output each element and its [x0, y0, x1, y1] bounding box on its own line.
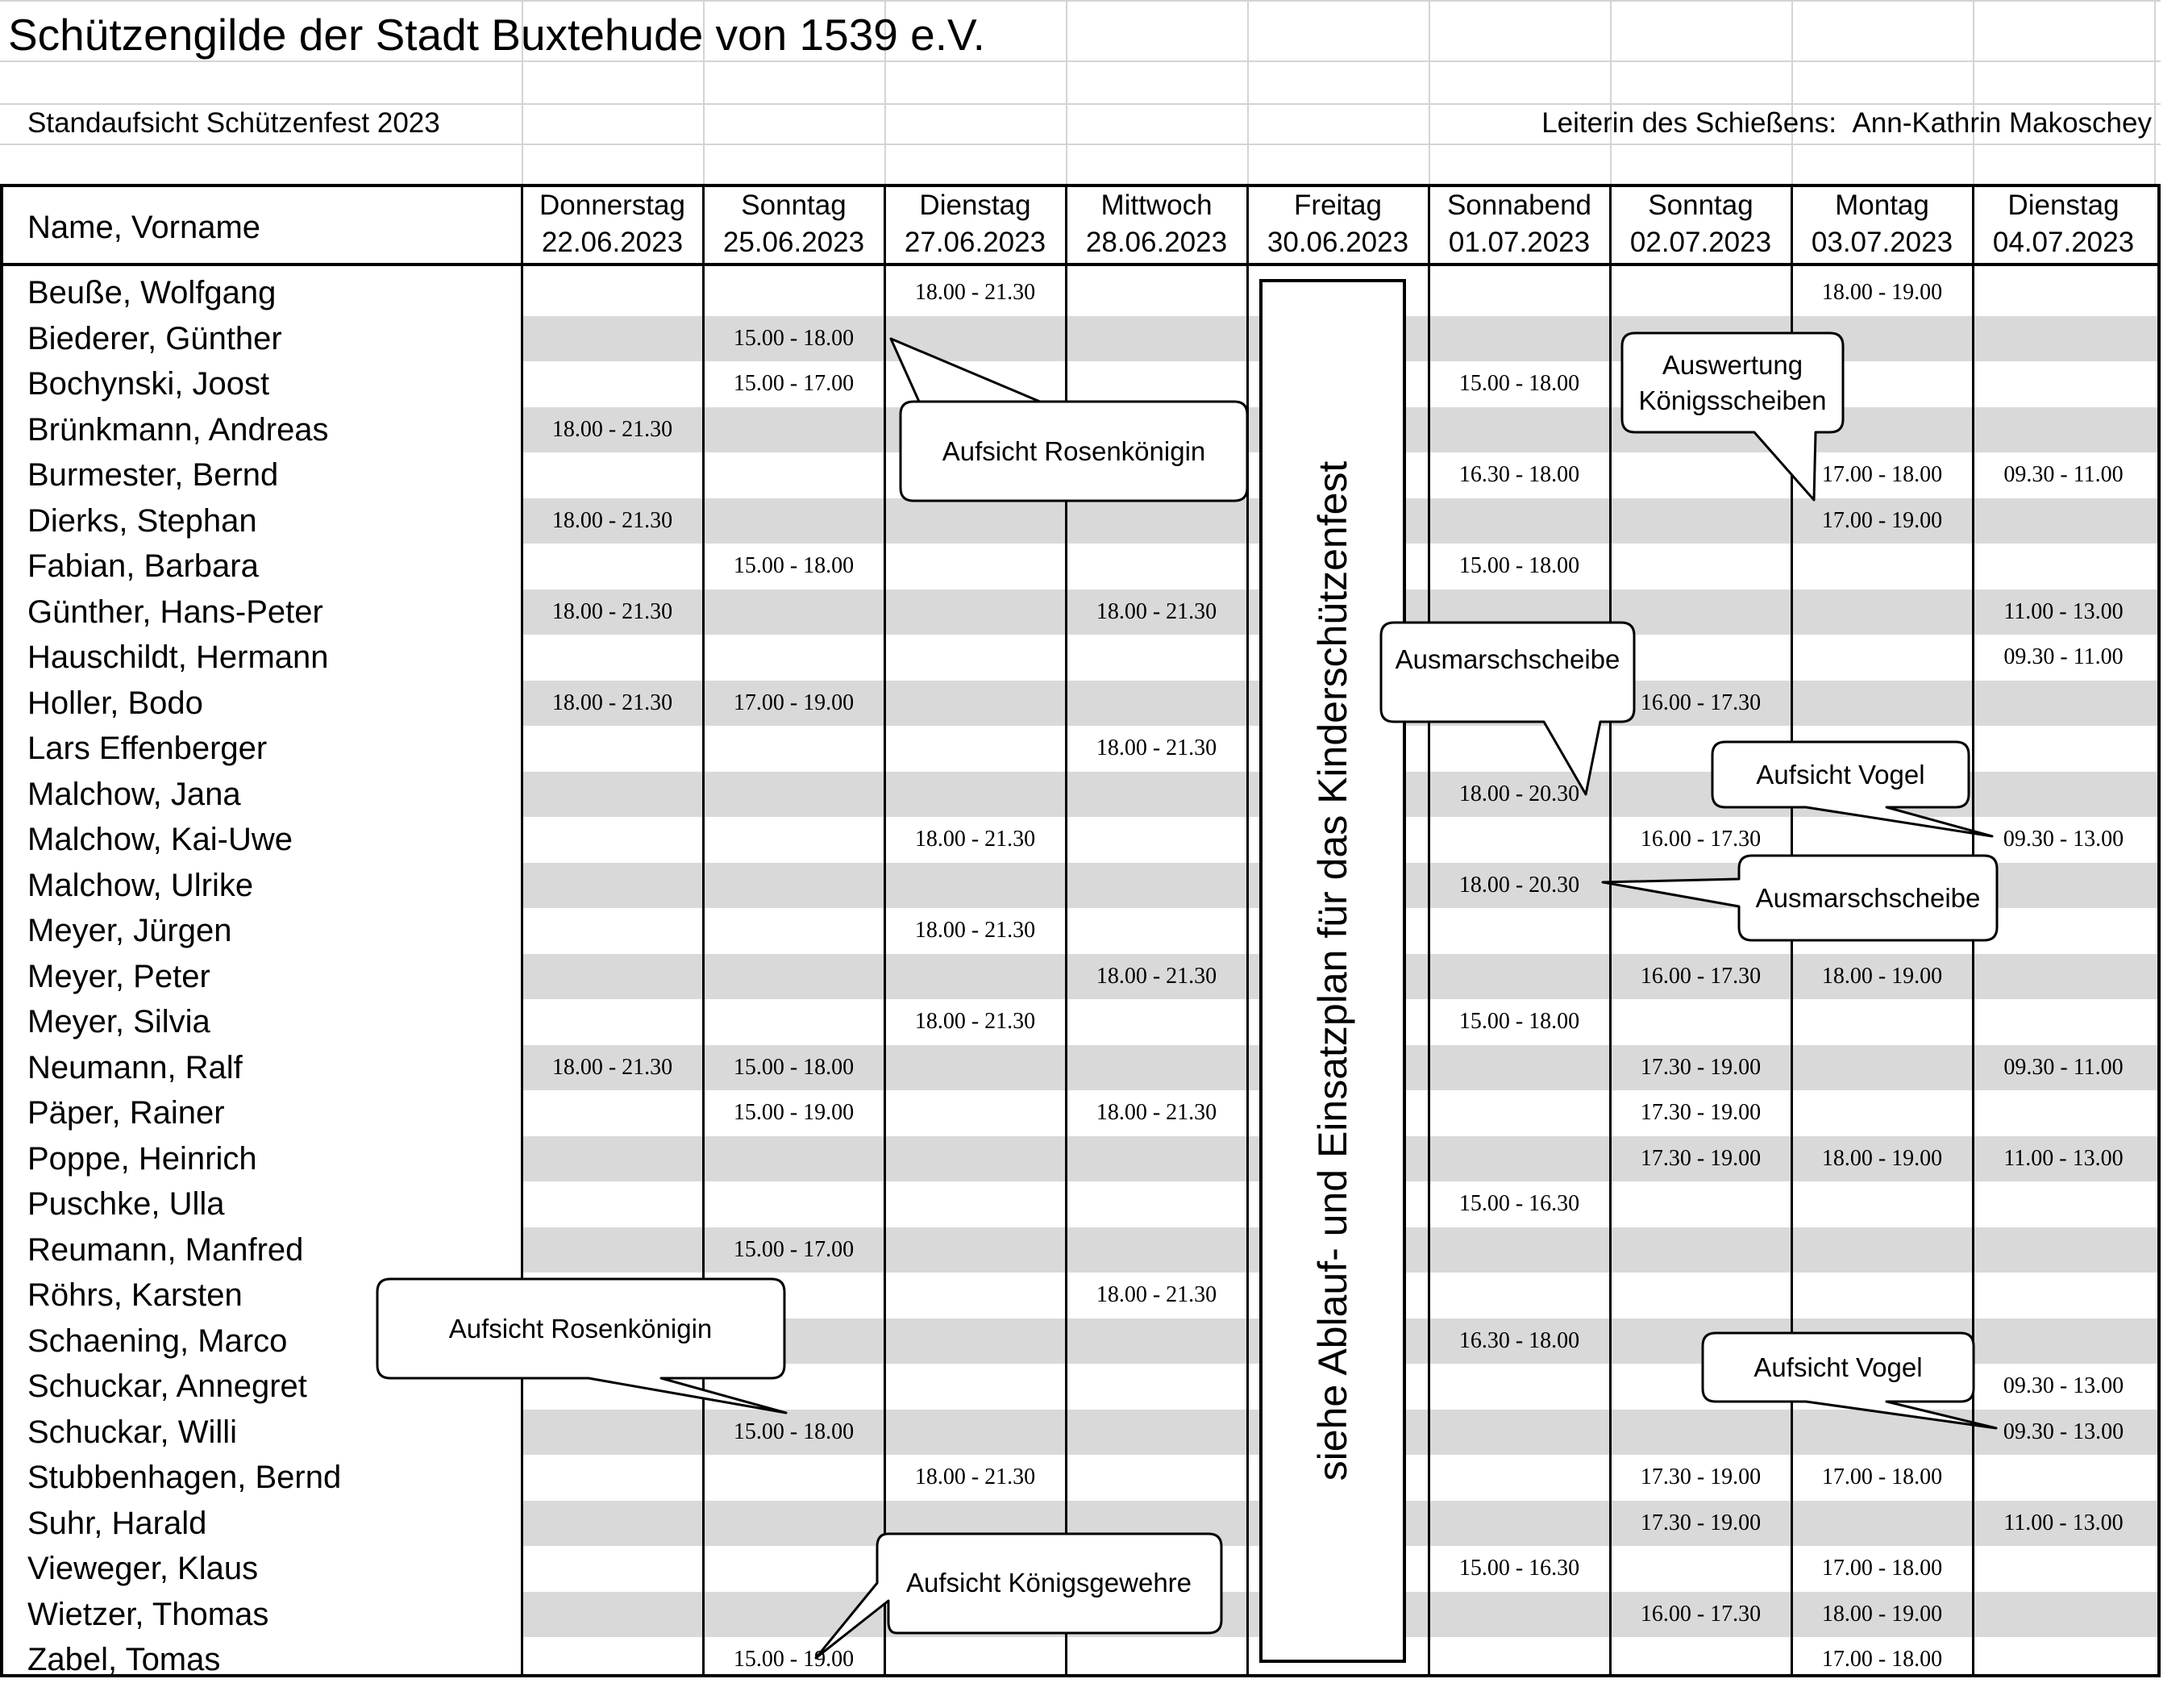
person-name: Schaening, Marco: [27, 1323, 288, 1359]
time-slot: 18.00 - 21.30: [551, 598, 673, 624]
time-slot: 16.30 - 18.00: [1458, 462, 1580, 487]
time-slot: 11.00 - 13.00: [2003, 598, 2124, 624]
time-slot: 16.30 - 18.00: [1458, 1327, 1580, 1353]
callout-line: Auswertung: [1662, 350, 1803, 380]
person-name: Suhr, Harald: [27, 1505, 207, 1541]
time-slot: 18.00 - 19.00: [1821, 1145, 1943, 1171]
person-name: Malchow, Ulrike: [27, 867, 254, 903]
time-slot: 18.00 - 21.30: [551, 507, 673, 533]
time-slot: 15.00 - 19.00: [733, 1647, 855, 1672]
person-name: Röhrs, Karsten: [27, 1277, 243, 1313]
time-slot: 09.30 - 11.00: [2003, 1054, 2124, 1080]
time-slot: 15.00 - 18.00: [733, 1418, 855, 1444]
person-name: Beuße, Wolfgang: [27, 275, 277, 310]
time-slot: 18.00 - 21.30: [1096, 1282, 1217, 1307]
person-name: Holler, Bodo: [27, 685, 203, 721]
day-date: 28.06.2023: [1085, 227, 1228, 258]
day-date: 30.06.2023: [1267, 227, 1409, 258]
person-name: Burmester, Bernd: [27, 457, 279, 493]
callout-text: [872, 434, 1275, 469]
time-slot: 18.00 - 21.30: [1096, 735, 1217, 760]
time-slot: 18.00 - 21.30: [1096, 963, 1217, 989]
time-slot: 18.00 - 19.00: [1821, 1601, 1943, 1627]
time-slot: 18.00 - 20.30: [1458, 781, 1580, 806]
callout-shape-rosenkoenigin-top: [891, 339, 1247, 501]
time-slot: 15.00 - 18.00: [1458, 553, 1580, 578]
day-weekday: Dienstag: [2007, 190, 2120, 221]
time-slot: 18.00 - 21.30: [551, 689, 673, 715]
person-name: Fabian, Barbara: [27, 548, 259, 584]
day-weekday: Sonntag: [741, 190, 847, 221]
callout-line: Aufsicht Vogel: [1753, 1352, 1923, 1382]
day-weekday: Dienstag: [919, 190, 1031, 221]
time-slot: 17.00 - 18.00: [1821, 1464, 1943, 1489]
callout-line: Ausmarschscheibe: [1755, 883, 1981, 913]
callout-text: [1306, 642, 1709, 677]
callout-text: [1531, 348, 1934, 419]
time-slot: 17.00 - 19.00: [1821, 507, 1943, 533]
person-name: Päper, Rainer: [27, 1095, 225, 1131]
person-name: Poppe, Heinrich: [27, 1140, 257, 1177]
time-slot: 17.00 - 18.00: [1821, 1647, 1943, 1672]
time-slot: 18.00 - 21.30: [1096, 1100, 1217, 1125]
callout-line: Königsscheiben: [1638, 385, 1827, 415]
person-name: Vieweger, Klaus: [27, 1551, 259, 1586]
time-slot: 17.30 - 19.00: [1640, 1100, 1762, 1125]
time-slot: 09.30 - 13.00: [2003, 1418, 2124, 1444]
person-name: Zabel, Tomas: [27, 1642, 221, 1677]
time-slot: 15.00 - 17.00: [733, 371, 855, 396]
day-weekday: Sonntag: [1648, 190, 1753, 221]
callout-line: Aufsicht Rosenkönigin: [448, 1314, 713, 1343]
time-slot: 17.30 - 19.00: [1640, 1510, 1762, 1535]
person-name: Reumann, Manfred: [27, 1231, 304, 1268]
person-name: Lars Effenberger: [27, 731, 268, 766]
time-slot: 18.00 - 21.30: [914, 280, 1036, 305]
time-slot: 18.00 - 21.30: [551, 416, 673, 442]
time-slot: 17.30 - 19.00: [1640, 1145, 1762, 1171]
person-name: Malchow, Kai-Uwe: [27, 822, 293, 857]
callout-line: Aufsicht Königsgewehre: [905, 1568, 1192, 1598]
person-name: Meyer, Peter: [27, 958, 210, 994]
callout-text: [1666, 881, 2070, 916]
time-slot: 18.00 - 21.30: [914, 827, 1036, 852]
day-date: 03.07.2023: [1811, 227, 1953, 258]
time-slot: 18.00 - 19.00: [1821, 963, 1943, 989]
person-name: Biederer, Günther: [27, 320, 282, 356]
time-slot: 17.30 - 19.00: [1640, 1464, 1762, 1489]
person-name: Dierks, Stephan: [27, 502, 257, 539]
person-name: Meyer, Jürgen: [27, 913, 232, 948]
day-weekday: Freitag: [1294, 190, 1382, 221]
name-column-header: Name, Vorname: [27, 210, 261, 245]
day-weekday: Mittwoch: [1100, 190, 1213, 221]
callout-text: [379, 1311, 782, 1347]
time-slot: 16.00 - 17.30: [1640, 689, 1762, 715]
time-slot: 15.00 - 18.00: [733, 325, 855, 351]
day-date: 22.06.2023: [541, 227, 684, 258]
day-date: 27.06.2023: [904, 227, 1046, 258]
person-name: Neumann, Ralf: [27, 1049, 243, 1085]
person-name: Brünkmann, Andreas: [27, 411, 329, 448]
time-slot: 15.00 - 17.00: [733, 1236, 855, 1262]
day-date: 02.07.2023: [1629, 227, 1772, 258]
day-weekday: Sonnabend: [1446, 190, 1592, 221]
callout-line: Aufsicht Vogel: [1756, 760, 1925, 789]
leader-label: Leiterin des Schießens:: [1541, 107, 1837, 139]
time-slot: 17.00 - 19.00: [733, 689, 855, 715]
time-slot: 17.00 - 18.00: [1821, 1556, 1943, 1581]
person-name: Wietzer, Thomas: [27, 1596, 269, 1632]
time-slot: 18.00 - 21.30: [551, 1054, 673, 1080]
day-weekday: Montag: [1835, 190, 1929, 221]
person-name: Hauschildt, Hermann: [27, 639, 329, 675]
leader-name: Ann-Kathrin Makoschey: [1852, 107, 2152, 139]
time-slot: 18.00 - 21.30: [1096, 598, 1217, 624]
time-slot: 11.00 - 13.00: [2003, 1145, 2124, 1171]
person-name: Schuckar, Willi: [27, 1414, 238, 1450]
kinderschuetzenfest-note: siehe Ablauf- und Einsatzplan für das Kinderschützenfest: [1310, 460, 1355, 1481]
person-name: Günther, Hans-Peter: [27, 594, 323, 630]
time-slot: 15.00 - 18.00: [1458, 371, 1580, 396]
time-slot: 09.30 - 11.00: [2003, 644, 2124, 669]
day-date: 04.07.2023: [1992, 227, 2135, 258]
callout-line: Aufsicht Rosenkönigin: [942, 436, 1206, 466]
time-slot: 09.30 - 13.00: [2003, 827, 2124, 852]
person-name: Puschke, Ulla: [27, 1186, 225, 1222]
person-name: Stubbenhagen, Bernd: [27, 1460, 342, 1495]
callout-text: [1639, 757, 2042, 793]
page-subtitle: Standaufsicht Schützenfest 2023: [27, 107, 440, 139]
time-slot: 17.00 - 18.00: [1821, 462, 1943, 487]
time-slot: 15.00 - 18.00: [733, 553, 855, 578]
day-date: 25.06.2023: [722, 227, 865, 258]
person-name: Bochynski, Joost: [27, 366, 270, 402]
time-slot: 18.00 - 19.00: [1821, 280, 1943, 305]
time-slot: 09.30 - 11.00: [2003, 462, 2124, 487]
time-slot: 16.00 - 17.30: [1640, 827, 1762, 852]
time-slot: 16.00 - 17.30: [1640, 1601, 1762, 1627]
callout-text: [847, 1565, 1250, 1601]
person-name: Schuckar, Annegret: [27, 1368, 307, 1404]
time-slot: 16.00 - 17.30: [1640, 963, 1762, 989]
callout-text: [1637, 1350, 2040, 1385]
time-slot: 18.00 - 21.30: [914, 918, 1036, 943]
person-name: Meyer, Silvia: [27, 1004, 210, 1039]
time-slot: 15.00 - 18.00: [1458, 1009, 1580, 1034]
time-slot: 15.00 - 16.30: [1458, 1556, 1580, 1581]
time-slot: 15.00 - 18.00: [733, 1054, 855, 1080]
time-slot: 18.00 - 21.30: [914, 1009, 1036, 1034]
day-date: 01.07.2023: [1448, 227, 1591, 258]
time-slot: 18.00 - 20.30: [1458, 872, 1580, 898]
callout-line: Ausmarschscheibe: [1395, 644, 1620, 674]
time-slot: 09.30 - 13.00: [2003, 1373, 2124, 1398]
time-slot: 15.00 - 16.30: [1458, 1191, 1580, 1216]
time-slot: 17.30 - 19.00: [1640, 1054, 1762, 1080]
page-title: Schützengilde der Stadt Buxtehude von 1539 e.V.: [8, 10, 985, 60]
time-slot: 11.00 - 13.00: [2003, 1510, 2124, 1535]
person-name: Malchow, Jana: [27, 776, 241, 812]
time-slot: 18.00 - 21.30: [914, 1464, 1036, 1489]
day-weekday: Donnerstag: [539, 190, 685, 221]
time-slot: 15.00 - 19.00: [733, 1100, 855, 1125]
